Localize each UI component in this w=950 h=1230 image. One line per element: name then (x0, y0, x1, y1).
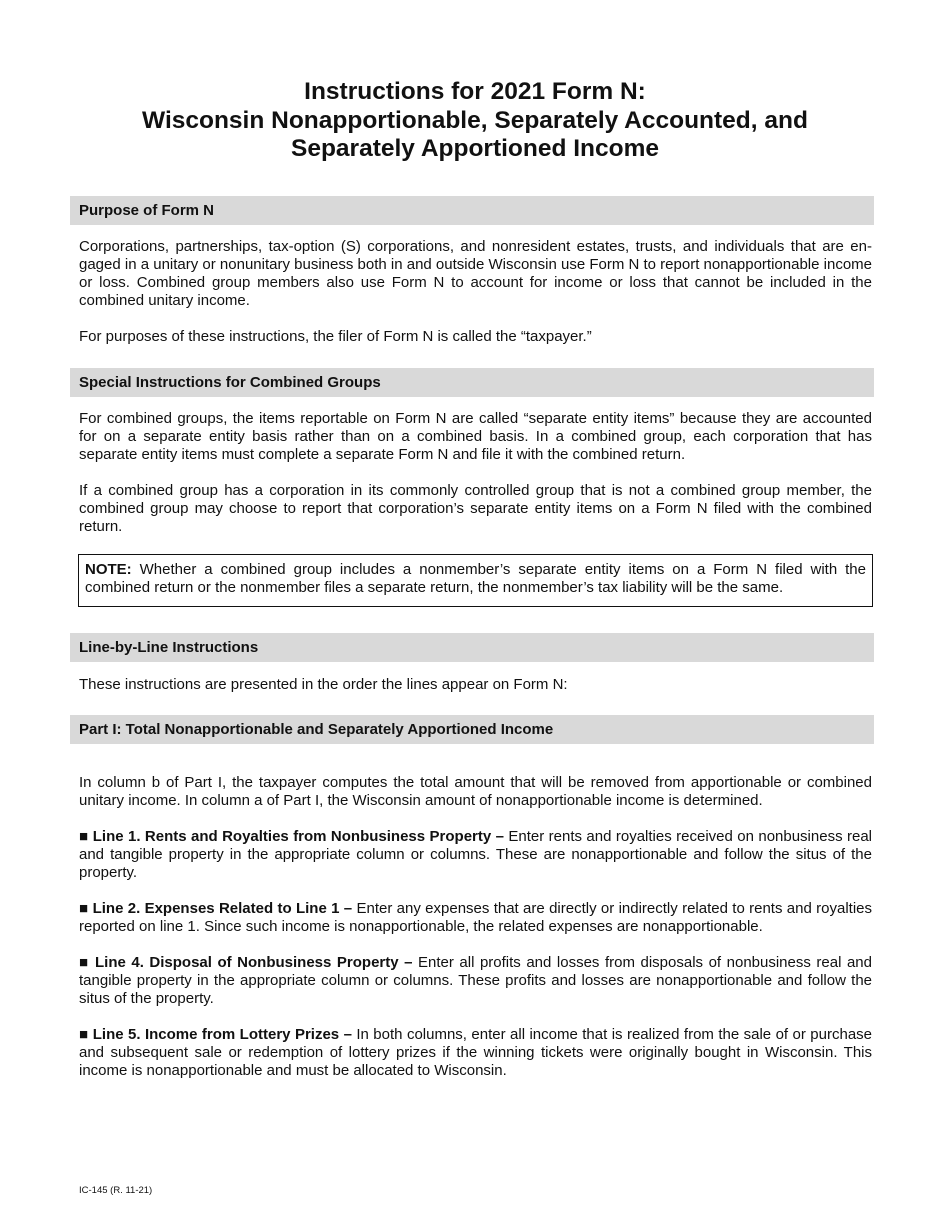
line-2-bullet: ■ (79, 900, 89, 917)
note-box (78, 554, 873, 607)
purpose-paragraph-2: For purposes of these instructions, the filer of Form N is called the “taxpayer.” (79, 328, 592, 345)
line-4-instruction (79, 954, 872, 1008)
line-2-label: Line 2. Expenses Related to Line 1 – (92, 900, 353, 917)
line-5-text: In both columns, enter all income that is realized from the sale of or purchase and subsequent sale or redemption of lottery prizes if the winning tickets were originally bought in Wisconsin. This income is nonapportionable and must be allocated to Wisconsin. (79, 1026, 873, 1079)
purpose-paragraph-1: Corporations, partnerships, tax-option (S) corporations, and nonresident estates, trusts, and individuals that are engaged in a unitary or nonunitary business both in and outside Wisconsin use Form N to report nonapportionable income or loss. Combined group members also use Form N to account for income or loss that cannot be included in the combined unitary income. (79, 238, 872, 309)
line-4-bullet: ■ (79, 954, 90, 971)
line-4-text: Enter all profits and losses from disposals of nonbusiness real and tangible property in the appropriate column or columns. These profits and losses are nonapportionable and follow the situs of the property. (79, 954, 872, 1007)
title-line-1: Instructions for 2021 Form N: (304, 78, 646, 105)
line-1-text: Enter rents and royalties received on nonbusiness real and tangible property in the appropriate column or columns. These are nonapportionable and follow the situs of the property. (79, 828, 873, 881)
section-heading-purpose: Purpose of Form N (70, 196, 874, 225)
line-by-line-paragraph: These instructions are presented in the order the lines appear on Form N: (79, 676, 568, 693)
line-5-label: Line 5. Income from Lottery Prizes – (92, 1026, 352, 1043)
line-2-instruction (79, 900, 872, 936)
section-heading-line-by-line: Line-by-Line Instructions (70, 633, 874, 662)
section-heading-part-1: Part I: Total Nonapportionable and Separately Apportioned Income (70, 715, 874, 744)
page-title (70, 78, 880, 164)
title-line-3: Separately Apportioned Income (290, 135, 660, 162)
line-1-instruction (79, 828, 872, 882)
line-1-label: Line 1. Rents and Royalties from Nonbusiness Property – (92, 828, 504, 845)
note-text: Whether a combined group includes a nonmember’s separate entity items on a Form N filed with the combined return or the nonmember files a separate return, the nonmember’s tax liability will be the same. (85, 561, 866, 596)
line-1-bullet: ■ (79, 828, 89, 845)
part-1-intro: In column b of Part I, the taxpayer computes the total amount that will be removed from apportionable or combined unitary income. In column a of Part I, the Wisconsin amount of nonapportionable income is determined. (79, 774, 872, 809)
section-heading-combined-groups: Special Instructions for Combined Groups (70, 368, 874, 397)
form-id-footer: IC-145 (R. 11-21) (79, 1185, 153, 1196)
note-label: NOTE: (85, 561, 132, 578)
combined-paragraph-2: If a combined group has a corporation in its commonly controlled group that is not a combined group member, the combined group may choose to report that corporation’s separate entity items on a Form N filed with the combined return. (79, 482, 872, 535)
line-5-instruction (79, 1026, 872, 1080)
line-5-bullet: ■ (79, 1026, 89, 1043)
combined-paragraph-1: For combined groups, the items reportable on Form N are called “separate entity items” because they are accounted for on a separate entity basis rather than on a combined basis. In a combined group, each corporation that has separate entity items must complete a separate Form N and file it with the combined return. (79, 410, 872, 463)
line-2-text: Enter any expenses that are directly or indirectly related to rents and royalties reported on line 1. Since such income is nonapportionable, the related expenses are nonapportionable. (79, 900, 873, 935)
title-line-2: Wisconsin Nonapportionable, Separately Accounted, and (142, 106, 808, 134)
line-4-label: Line 4. Disposal of Nonbusiness Property – (94, 954, 413, 971)
